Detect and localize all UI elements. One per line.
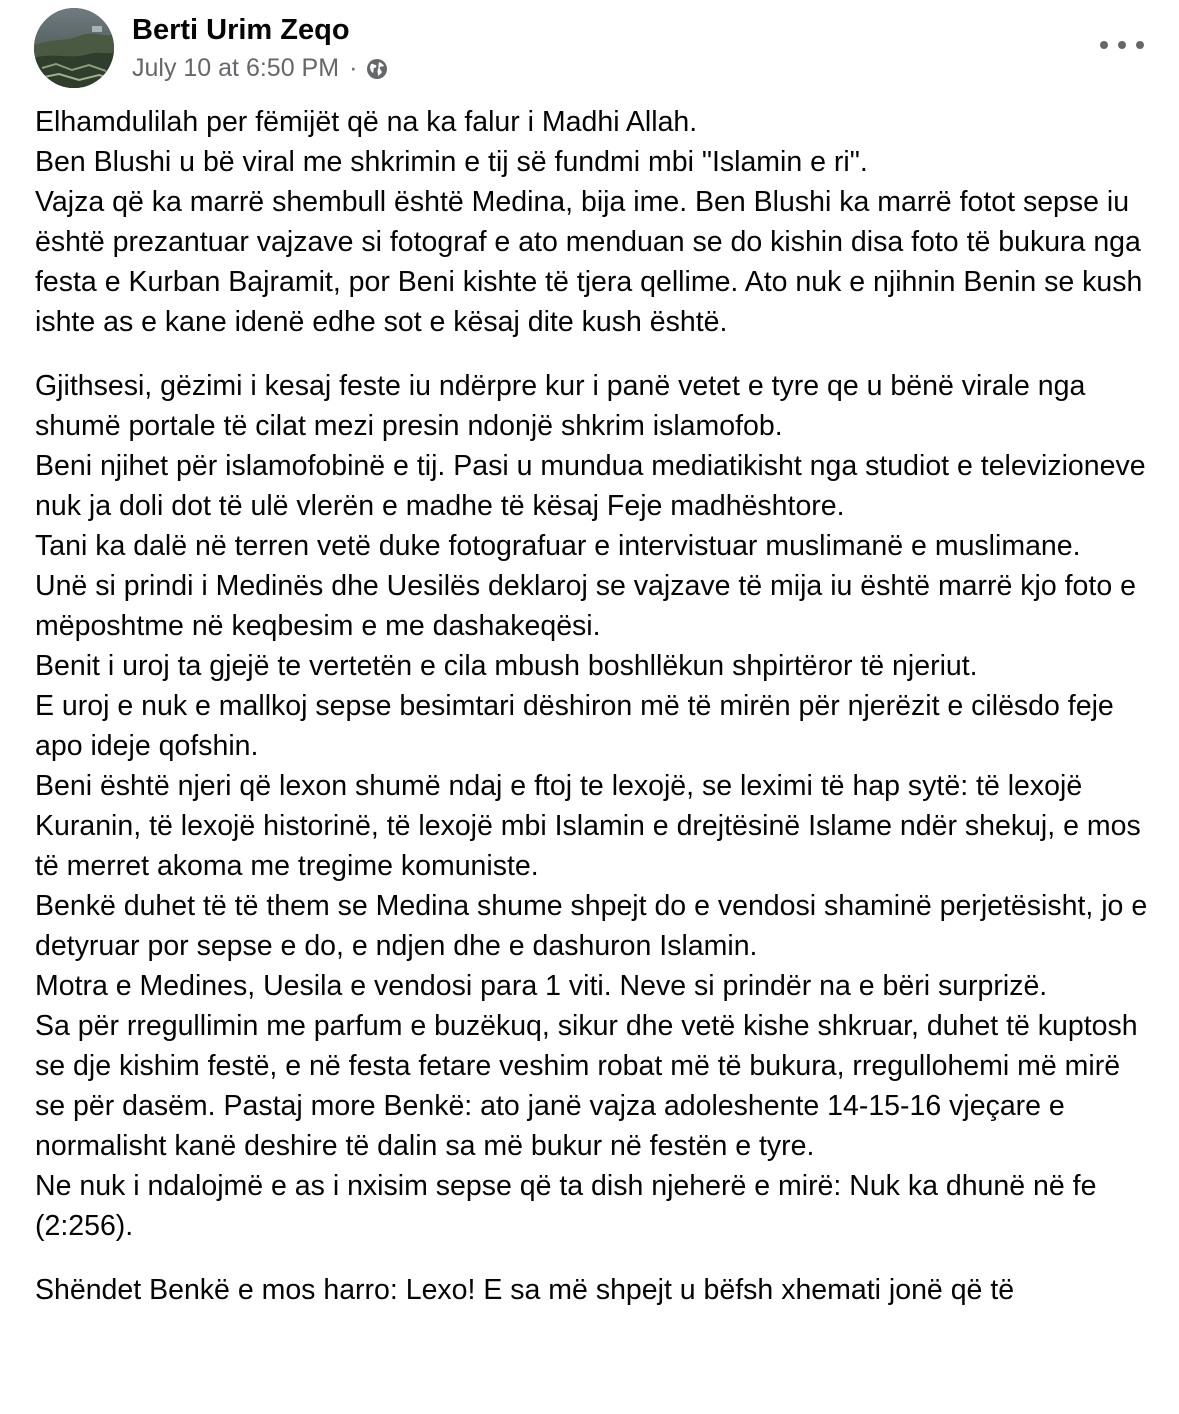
meta-separator: · (349, 54, 358, 82)
paragraph-line: Unë si prindi i Medinës dhe Uesilës deklaroj se vajzave të mija iu është marrë kjo foto e mëposhtme në keqbesim e me dashakeqësi. (35, 570, 1136, 642)
post-timestamp[interactable]: July 10 at 6:50 PM (132, 54, 340, 82)
paragraph-line: Benkë duhet të të them se Medina shume shpejt do e vendosi shaminë perjetësisht, jo e detyruar por sepse e do, e ndjen dhe e dashuron Islamin. (35, 890, 1148, 962)
paragraph-line: Sa për rregullimin me parfum e buzëkuq, sikur dhe vetë kishe shkruar, duhet të kuptosh se dje kishim festë, e në festa fetare veshim robat më të bukura, rregullohemi më mirë se për dasëm. Pastaj more Benkë: ato janë vajza adoleshente 14-15-16 vjeçare e normalisht kanë deshire të dalin sa më bukur në festën e tyre. (35, 1010, 1138, 1162)
more-dot-icon (1136, 41, 1144, 49)
paragraph-line: Shëndet Benkë e mos harro: Lexo! E sa më shpejt u bëfsh xhemati jonë që të (35, 1274, 1015, 1306)
paragraph-line: Ne nuk i ndalojmë e as i nxisim sepse që ta dish njeherë e mirë: Nuk ka dhunë në fe (2:256). (35, 1170, 1097, 1242)
paragraph-line: Elhamdulilah per fëmijët që na ka falur i Madhi Allah. (35, 106, 698, 138)
post-meta (132, 54, 389, 83)
paragraph-line: Beni njihet për islamofobinë e tij. Pasi u mundua mediatikisht nga studiot e televizioneve nuk ja doli dot të ulë vlerën e madhe të kësaj Feje madhështore. (35, 450, 1146, 522)
paragraph-line: Beni është njeri që lexon shumë ndaj e ftoj te lexojë, se leximi të hap sytë: të lexojë Kuranin, të lexojë historinë, të lexojë mbi Islamin e drejtësinë Islame ndër shekuj, e mos të merret akoma me tregime komuniste. (35, 770, 1141, 882)
paragraph-line: Ben Blushi u bë viral me shkrimin e tij së fundmi mbi "Islamin e ri". (35, 146, 868, 178)
author-avatar[interactable] (34, 8, 114, 88)
paragraph-line: Tani ka dalë në terren vetë duke fotografuar e intervistuar muslimanë e muslimane. (35, 530, 1081, 562)
paragraph-gap (35, 342, 1150, 366)
paragraph-gap (35, 1246, 1150, 1270)
post-text (35, 102, 1150, 1310)
globe-icon[interactable] (365, 57, 389, 81)
avatar-landscape-image (34, 8, 114, 88)
more-dot-icon (1118, 41, 1126, 49)
post-header (34, 8, 1144, 88)
more-options-button[interactable] (1100, 30, 1144, 60)
author-name[interactable]: Berti Urim Zeqo (132, 14, 350, 46)
paragraph-line: Motra e Medines, Uesila e vendosi para 1 viti. Neve si prindër na e bëri surprizë. (35, 970, 1048, 1002)
paragraph-line: Gjithsesi, gëzimi i kesaj feste iu ndërpre kur i panë vetet e tyre qe u bënë virale nga shumë portale të cilat mezi presin ndonjë shkrim islamofob. (35, 370, 1086, 442)
paragraph-line: Vajza që ka marrë shembull është Medina, bija ime. Ben Blushi ka marrë fotot sepse iu është prezantuar vajzave si fotograf e ato menduan se do kishin disa foto të bukura nga festa e Kurban Bajramit, por Beni kishte të tjera qellime. Ato nuk e njihnin Benin se kush ishte as e kane idenë edhe sot e kësaj dite kush është. (35, 186, 1143, 338)
paragraph-line: E uroj e nuk e mallkoj sepse besimtari dëshiron më të mirën për njerëzit e cilësdo feje apo ideje qofshin. (35, 690, 1114, 762)
more-dot-icon (1100, 41, 1108, 49)
paragraph-line: Benit i uroj ta gjejë te vertetën e cila mbush boshllëkun shpirtëror të njeriut. (35, 650, 978, 682)
